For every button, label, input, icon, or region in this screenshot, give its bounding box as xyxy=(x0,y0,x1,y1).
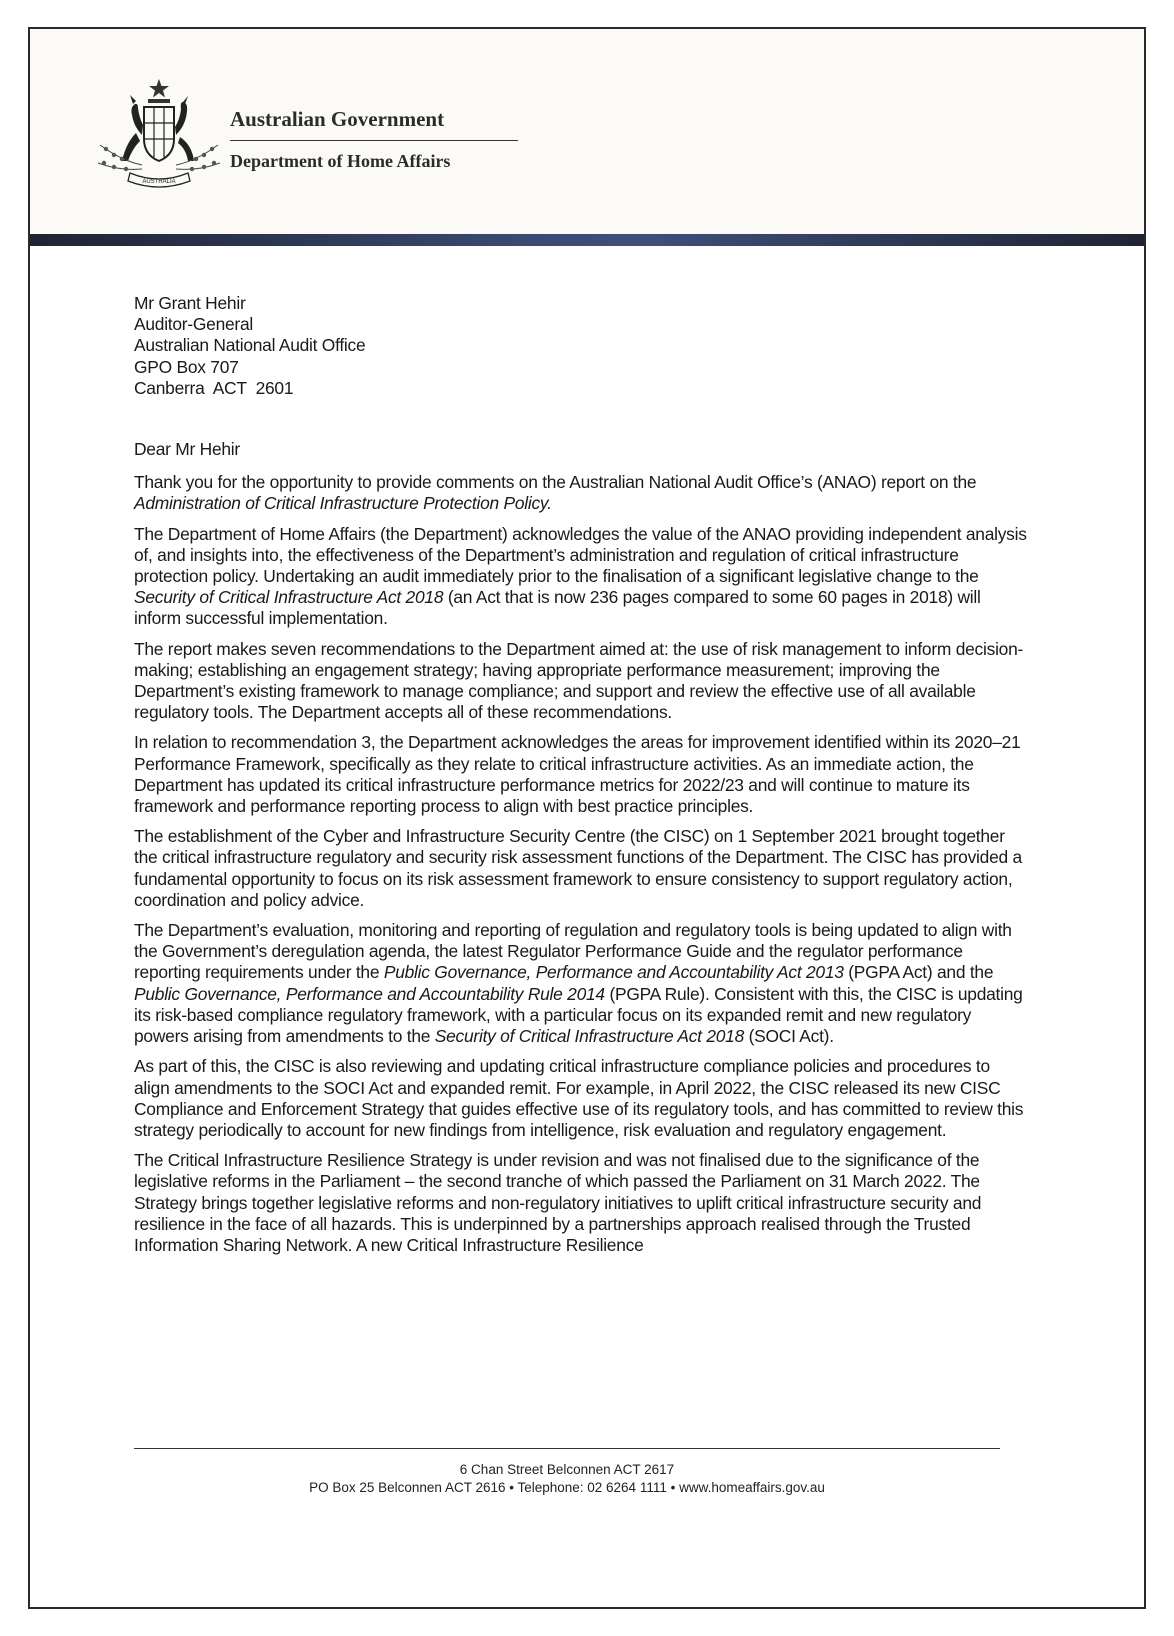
letterhead xyxy=(30,29,1144,234)
paragraph-text: As part of this, the CISC is also reviewing and updating critical infrastructure compliance policies and procedures to align amendments to the SOCI Act and expanded remit. For example, in April 2022, the CISC released its new CISC Compliance and Enforcement Strategy that guides effective use of its regulatory tools, and has committed to review this strategy periodically to account for new findings from intelligence, risk evaluation and regulatory engagement. xyxy=(134,1056,1024,1140)
italic-title: Public Governance, Performance and Accountability Rule 2014 xyxy=(134,983,605,1004)
body-paragraph xyxy=(134,1150,1029,1256)
body-paragraph xyxy=(134,524,1029,630)
letter-body xyxy=(134,293,1029,1265)
crest-ribbon-text: AUSTRALIA xyxy=(142,179,176,185)
letter-paragraphs xyxy=(134,472,1029,1256)
government-name: Australian Government xyxy=(230,107,445,131)
salutation: Dear Mr Hehir xyxy=(134,439,240,460)
paragraph-text: The establishment of the Cyber and Infrastructure Security Centre (the CISC) on 1 September 2021 brought together the critical infrastructure regulatory and security risk assessment functions of the Department. The CISC has provided a fundamental opportunity to focus on its risk assessment framework to ensure consistency to support regulatory action, coordination and policy advice. xyxy=(134,826,1022,910)
address-line: GPO Box 707 xyxy=(134,356,239,377)
paragraph-text: The Department of Home Affairs (the Department) acknowledges the value of the ANAO providing independent analysis of, and insights into, the effectiveness of the Department’s administration and regulation of critical infrastructure protection policy. Undertaking an audit immediately prior to the finalisation of a significant legislative change to the xyxy=(134,523,1027,587)
paragraph-text: (PGPA Act) and the xyxy=(843,962,994,983)
italic-title: Public Governance, Performance and Accountability Act 2013 xyxy=(383,962,844,983)
address-line: Mr Grant Hehir xyxy=(134,293,246,313)
coat-of-arms-icon xyxy=(92,77,227,197)
footer-street-address: 6 Chan Street Belconnen ACT 2617 xyxy=(459,1462,675,1477)
department-name: Department of Home Affairs xyxy=(230,151,451,171)
paragraph-text: Thank you for the opportunity to provide comments on the Australian National Audit Office’s (ANAO) report on the xyxy=(134,472,977,493)
recipient-address xyxy=(134,293,1029,399)
address-line: Australian National Audit Office xyxy=(134,335,366,356)
paragraph-text: In relation to recommendation 3, the Department acknowledges the areas for improvement identified within its 2020–21 Performance Framework, specifically as they relate to critical infrastructure activities. As an immediate action, the Department has updated its critical infrastructure performance metrics for 2022/23 and will continue to mature its framework and performance reporting process to align with best practice principles. xyxy=(134,732,1021,817)
footer xyxy=(134,1461,1000,1497)
italic-title: Security of Critical Infrastructure Act 2018 xyxy=(134,587,444,608)
body-paragraph xyxy=(134,732,1029,817)
body-paragraph xyxy=(134,826,1029,911)
body-paragraph xyxy=(134,920,1029,1047)
address-line: Canberra ACT 2601 xyxy=(134,377,294,398)
paragraph-text: The Critical Infrastructure Resilience Strategy is under revision and was not finalised due to the significance of the legislative reforms in the Parliament – the second tranche of which passed the Parliament on 31 March 2022. The Strategy brings together legislative reforms and non-regulatory initiatives to uplift critical infrastructure security and resilience in the face of all hazards. This is underpinned by a partnerships approach realised through the Trusted Information Sharing Network. A new Critical Infrastructure Resilience xyxy=(134,1150,982,1255)
letterhead-band xyxy=(30,234,1144,246)
letterhead-divider xyxy=(230,140,518,141)
footer-contact-line: PO Box 25 Belconnen ACT 2616 • Telephone: 02 6264 1111 • www.homeaffairs.gov.au xyxy=(309,1480,825,1495)
body-paragraph xyxy=(134,472,1029,514)
italic-title: Security of Critical Infrastructure Act 2018 xyxy=(434,1026,745,1047)
paragraph-text: (PGPA Rule). Consistent with this, the CISC is updating its risk-based compliance regulatory framework, with a particular focus on its expanded remit and new regulatory powers arising from amendments to the xyxy=(134,983,1023,1047)
body-paragraph xyxy=(134,1056,1029,1141)
paragraph-text: (SOCI Act). xyxy=(744,1026,834,1047)
paragraph-text: (an Act that is now 236 pages compared to some 60 pages in 2018) will inform successful implementation. xyxy=(134,587,981,629)
address-line: Auditor-General xyxy=(134,314,254,335)
paragraph-text: The Department’s evaluation, monitoring and reporting of regulation and regulatory tools is being updated to align with the Government’s deregulation agenda, the latest Regulator Performance Guide and the regulator performance reporting requirements under the xyxy=(134,920,1012,983)
letter-page xyxy=(28,27,1146,1609)
paragraph-text: The report makes seven recommendations to the Department aimed at: the use of risk management to inform decision-making; establishing an engagement strategy; having appropriate performance measurement; improving the Department’s existing framework to manage compliance; and support and review the effective use of all available regulatory tools. The Department accepts all of these recommendations. xyxy=(134,638,1024,723)
footer-divider xyxy=(134,1448,1000,1449)
body-paragraph xyxy=(134,639,1029,724)
italic-title: Administration of Critical Infrastructure Protection Policy. xyxy=(134,493,552,514)
